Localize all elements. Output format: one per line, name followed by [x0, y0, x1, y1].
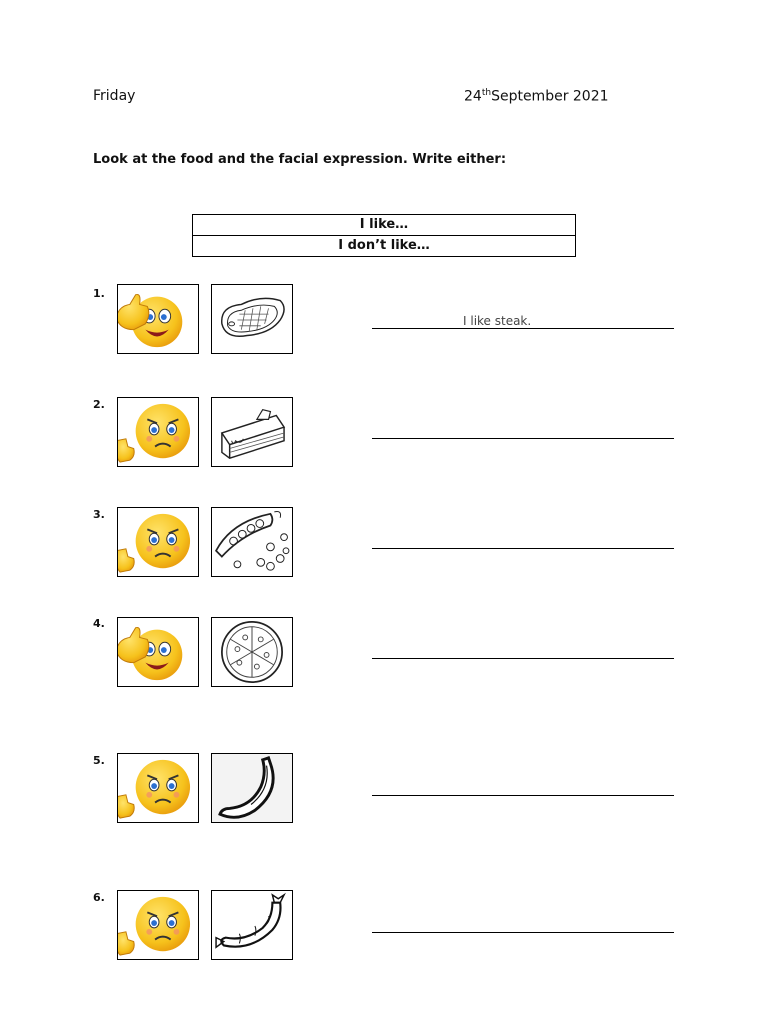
- steak-icon: [211, 284, 293, 354]
- day-label: Friday: [93, 88, 136, 104]
- pizza-icon: [211, 617, 293, 687]
- date-label: [464, 88, 609, 105]
- answer-line[interactable]: [372, 914, 674, 933]
- item-number: 6.: [93, 891, 105, 904]
- choice-dont-like: I don’t like…: [338, 238, 430, 253]
- item-number: 1.: [93, 287, 105, 300]
- thumbs-up-smiling-face-icon: [117, 617, 199, 687]
- choice-like: I like…: [193, 215, 575, 236]
- cake-icon: [211, 397, 293, 467]
- answer-line[interactable]: [372, 530, 674, 549]
- answer-line[interactable]: [372, 640, 674, 659]
- instruction-text: Look at the food and the facial expression. Write either:: [93, 152, 507, 167]
- answer-line[interactable]: [372, 777, 674, 796]
- date-month-year: September 2021: [491, 88, 609, 105]
- answer-line[interactable]: [372, 310, 674, 329]
- thumbs-down-frowning-face-icon: [117, 890, 199, 960]
- item-number: 5.: [93, 754, 105, 767]
- banana-icon: [211, 753, 293, 823]
- item-number: 3.: [93, 508, 105, 521]
- answer-line[interactable]: [372, 420, 674, 439]
- thumbs-down-frowning-face-icon: [117, 397, 199, 467]
- thumbs-down-frowning-face-icon: [117, 507, 199, 577]
- sausage-icon: [211, 890, 293, 960]
- answer-text: I like steak.: [463, 314, 532, 328]
- date-suffix: th: [481, 88, 492, 98]
- date-day: 24: [464, 88, 482, 105]
- thumbs-down-frowning-face-icon: [117, 753, 199, 823]
- item-number: 2.: [93, 398, 105, 411]
- choices-table: [192, 214, 576, 257]
- peas-icon: [211, 507, 293, 577]
- thumbs-up-smiling-face-icon: [117, 284, 199, 354]
- item-number: 4.: [93, 617, 105, 630]
